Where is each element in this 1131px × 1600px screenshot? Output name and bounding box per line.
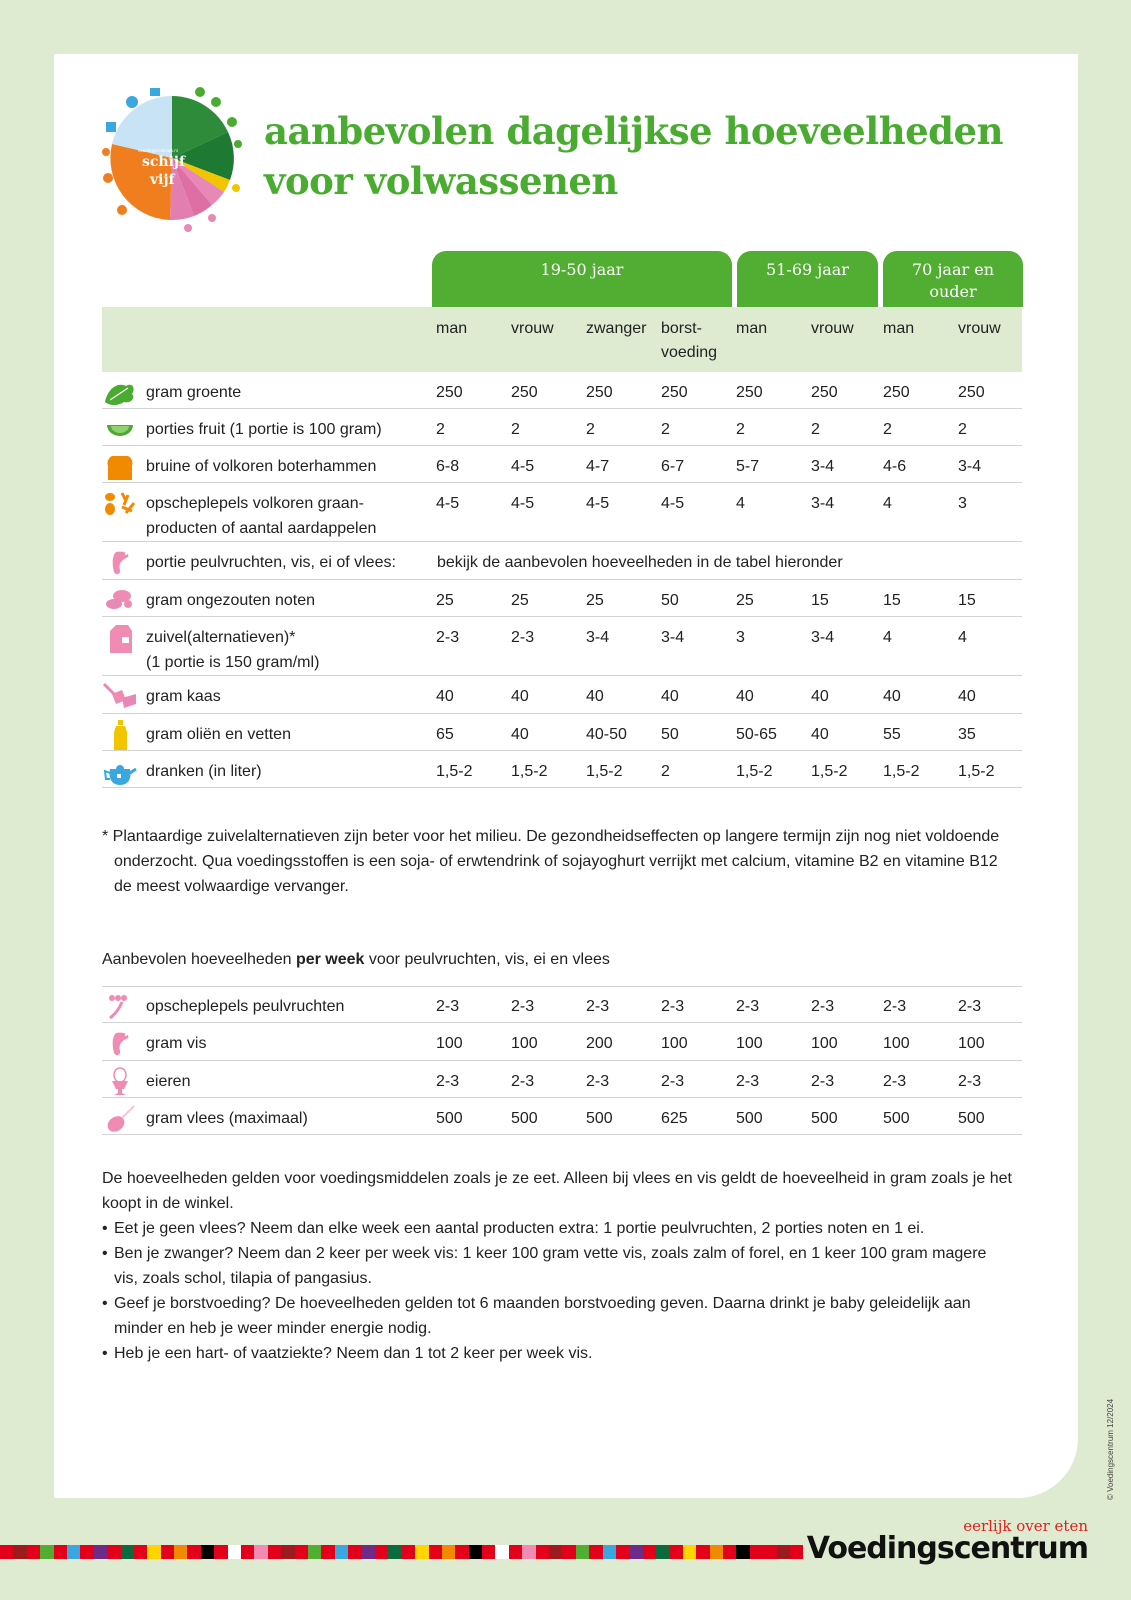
table-cell: 2	[736, 421, 745, 438]
stripe-segment	[777, 1545, 790, 1559]
stripe-segment	[295, 1545, 308, 1559]
table-cell: 3-4	[811, 495, 835, 512]
stripe-segment	[763, 1545, 776, 1559]
row-label: opscheplepels volkoren graan- producten of aantal aardappelen	[146, 495, 377, 537]
stripe-segment	[27, 1545, 40, 1559]
notes-list	[102, 1216, 1012, 1366]
table-cell: 40-50	[586, 726, 627, 743]
table-cell: 6-8	[436, 458, 460, 475]
stripe-segment	[335, 1545, 348, 1559]
stripe-segment	[268, 1545, 281, 1559]
stripe-segment	[228, 1545, 241, 1559]
table-cell: 2-3	[661, 998, 685, 1015]
stripe-segment	[94, 1545, 107, 1559]
stripe-segment	[40, 1545, 53, 1559]
brand-tagline: eerlijk over eten	[963, 1517, 1088, 1535]
table-cell: 5-7	[736, 458, 760, 475]
table-cell: 1,5-2	[436, 763, 473, 780]
table-cell: 15	[883, 592, 901, 609]
table-cell: 50	[661, 592, 679, 609]
row-label: gram kaas	[146, 688, 221, 705]
table-cell: 6-7	[661, 458, 685, 475]
table-cell: 2-3	[436, 1073, 460, 1090]
stripe-segment	[214, 1545, 227, 1559]
table-row	[102, 1098, 1022, 1135]
table-cell: 500	[736, 1110, 763, 1127]
stripe-segment	[656, 1545, 669, 1559]
table-row	[102, 580, 1022, 617]
row-label: zuivel(alternatieven)* (1 portie is 150 gram/ml)	[146, 629, 320, 671]
table-cell: 4-7	[586, 458, 610, 475]
stripe-segment	[174, 1545, 187, 1559]
table-cell: 2-3	[883, 998, 907, 1015]
table-cell: 2-3	[958, 1073, 982, 1090]
table-cell: 2-3	[883, 1073, 907, 1090]
table-cell: 100	[661, 1035, 688, 1052]
weekly-heading	[102, 947, 610, 972]
row-label: portie peulvruchten, vis, ei of vlees:	[146, 554, 396, 571]
table-cell: 40	[661, 688, 679, 705]
stripe-segment	[107, 1545, 120, 1559]
row-label: gram oliën en vetten	[146, 726, 291, 743]
table-row	[102, 617, 1022, 676]
stripe-segment	[589, 1545, 602, 1559]
stripe-segment	[736, 1545, 749, 1559]
table-cell: 40	[736, 688, 754, 705]
column-subheader-row	[102, 307, 1022, 372]
table-cell: 25	[736, 592, 754, 609]
title-line-1: aanbevolen dagelijkse hoeveelheden	[264, 109, 1003, 153]
stripe-segment	[241, 1545, 254, 1559]
table-cell: 3-4	[811, 629, 835, 646]
table-cell: 1,5-2	[586, 763, 623, 780]
table-cell: 4	[883, 629, 892, 646]
table-cell: 1,5-2	[736, 763, 773, 780]
table-cell: 4-5	[511, 458, 535, 475]
oil-bottle-icon	[102, 720, 138, 750]
age-group-label: 51-69 jaar	[766, 260, 849, 279]
stripe-segment	[629, 1545, 642, 1559]
note-item: • Ben je zwanger? Neem dan 2 keer per week vis: 1 keer 100 gram vette vis, zoals zalm of forel, en 1 keer 100 gram magere vis, zoals schol, tilapia of pangasius.	[102, 1241, 1012, 1291]
age-group-19-50	[432, 251, 732, 307]
table-cell: 2-3	[511, 1073, 535, 1090]
table-cell: 40	[883, 688, 901, 705]
table-cell: 2-3	[736, 1073, 760, 1090]
table-cell: 250	[436, 384, 463, 401]
stripe-segment	[134, 1545, 147, 1559]
table-cell: 250	[736, 384, 763, 401]
table-row	[102, 1061, 1022, 1098]
table-cell: 2-3	[736, 998, 760, 1015]
table-cell: 50	[661, 726, 679, 743]
table-cell: 250	[661, 384, 688, 401]
table-cell: 40	[811, 726, 829, 743]
row-label: dranken (in liter)	[146, 763, 262, 780]
table-cell: 1,5-2	[511, 763, 548, 780]
stripe-segment	[603, 1545, 616, 1559]
table-cell: 55	[883, 726, 901, 743]
stripe-segment	[723, 1545, 736, 1559]
table-cell: 25	[436, 592, 454, 609]
stripe-segment	[147, 1545, 160, 1559]
table-cell: 4	[883, 495, 892, 512]
column-header: man	[883, 320, 915, 337]
age-group-label: 70 jaar en ouder	[912, 260, 994, 301]
table-cell: 250	[958, 384, 985, 401]
table-cell: 500	[958, 1110, 985, 1127]
beans-icon	[102, 992, 138, 1022]
stripe-segment	[683, 1545, 696, 1559]
table-cell: 3-4	[958, 458, 982, 475]
table-cell: 2	[586, 421, 595, 438]
row-label: opscheplepels peulvruchten	[146, 998, 345, 1015]
table-row	[102, 751, 1022, 788]
row-label: bruine of volkoren boterhammen	[146, 458, 377, 475]
egg-icon	[102, 1067, 138, 1097]
table-cell: 40	[586, 688, 604, 705]
stripe-segment	[616, 1545, 629, 1559]
stripe-segment	[750, 1545, 763, 1559]
stripe-segment	[509, 1545, 522, 1559]
stripe-segment	[643, 1545, 656, 1559]
table-cell: 3-4	[661, 629, 685, 646]
title-line-2: voor volwassenen	[264, 159, 618, 203]
table-cell: 40	[511, 726, 529, 743]
page-title	[264, 106, 1003, 206]
brand-logo: Voedingscentrum	[806, 1531, 1088, 1566]
stripe-segment	[790, 1545, 803, 1559]
table-cell: 2-3	[436, 629, 460, 646]
table-cell: 2	[958, 421, 967, 438]
table-cell: 625	[661, 1110, 688, 1127]
table-row	[102, 986, 1022, 1023]
table-cell: 25	[511, 592, 529, 609]
note-item: • Eet je geen vlees? Neem dan elke week een aantal producten extra: 1 portie peulvruchten, 2 porties noten en 1 ei.	[102, 1216, 1012, 1241]
weekly-heading-text: voor peulvruchten, vis, ei en vlees	[364, 951, 610, 968]
weekly-heading-bold: per week	[295, 951, 365, 968]
table-cell: 4-5	[511, 495, 535, 512]
stripe-segment	[348, 1545, 361, 1559]
table-cell: 500	[811, 1110, 838, 1127]
table-cell: 2-3	[661, 1073, 685, 1090]
table-cell: 2-3	[586, 1073, 610, 1090]
stripe-segment	[121, 1545, 134, 1559]
table-cell: 2	[661, 763, 670, 780]
table-cell: 100	[511, 1035, 538, 1052]
table-cell: 250	[511, 384, 538, 401]
stripe-segment	[576, 1545, 589, 1559]
stripe-segment	[281, 1545, 294, 1559]
table-cell: 35	[958, 726, 976, 743]
logo-text-vijf: vijf	[150, 172, 175, 188]
table-row	[102, 372, 1022, 409]
row-label: gram groente	[146, 384, 242, 401]
table-cell: 2	[511, 421, 520, 438]
table-cell: 2-3	[511, 629, 535, 646]
stripe-segment	[80, 1545, 93, 1559]
table-row	[102, 542, 1022, 580]
nuts-icon	[102, 586, 138, 616]
fish-icon	[102, 548, 138, 578]
column-header: man	[436, 320, 468, 337]
row-label: gram ongezouten noten	[146, 592, 316, 609]
column-header: zwanger	[586, 320, 647, 337]
table-cell: 100	[436, 1035, 463, 1052]
column-header: vrouw	[511, 320, 554, 337]
table-row	[102, 446, 1022, 483]
stripe-segment	[469, 1545, 482, 1559]
stripe-segment	[201, 1545, 214, 1559]
table-cell: 2-3	[958, 998, 982, 1015]
row-label: gram vis	[146, 1035, 207, 1052]
stripe-segment	[67, 1545, 80, 1559]
footnote: * Plantaardige zuivelalternatieven zijn beter voor het milieu. De gezondheidseffecten op langere termijn zijn nog niet voldoende onderzocht. Qua voedingsstoffen is een soja- of erwtendrink of sojayoghurt verrijkt met calcium, vitamine B2 en vitamine B12 de meest volwaardige vervanger.	[102, 828, 1000, 895]
stripe-segment	[388, 1545, 401, 1559]
note-item: • Heb je een hart- of vaatziekte? Neem dan 1 tot 2 keer per week vis.	[102, 1341, 1012, 1366]
table-cell: 4	[736, 495, 745, 512]
age-group-51-69	[737, 251, 878, 307]
table-cell: 500	[436, 1110, 463, 1127]
column-header: man	[736, 320, 768, 337]
table-cell: 50-65	[736, 726, 777, 743]
stripe-segment	[415, 1545, 428, 1559]
logo-site: voedingscentrum.nl	[138, 148, 178, 153]
table-cell: 25	[586, 592, 604, 609]
notes	[102, 1166, 1012, 1366]
table-top-border	[102, 986, 1022, 987]
table-cell: 4-5	[436, 495, 460, 512]
table-cell: 15	[958, 592, 976, 609]
table-cell: 15	[811, 592, 829, 609]
table-row	[102, 714, 1022, 751]
stripe-segment	[429, 1545, 442, 1559]
stripe-segment	[696, 1545, 709, 1559]
watermelon-icon	[102, 415, 138, 445]
stripe-segment	[402, 1545, 415, 1559]
table-cell: 250	[883, 384, 910, 401]
column-header: vrouw	[811, 320, 854, 337]
table-cell: 4-6	[883, 458, 907, 475]
table-cell: 100	[736, 1035, 763, 1052]
table-cell: 2-3	[811, 1073, 835, 1090]
table-cell: 2-3	[586, 998, 610, 1015]
column-header: borst- voeding	[661, 320, 718, 361]
stripe-segment	[321, 1545, 334, 1559]
stripe-segment	[536, 1545, 549, 1559]
table-cell: 1,5-2	[811, 763, 848, 780]
table-cell: 3-4	[811, 458, 835, 475]
table-cell: 2-3	[811, 998, 835, 1015]
table-cell: 40	[958, 688, 976, 705]
table-cell: 1,5-2	[883, 763, 920, 780]
table-cell: 500	[586, 1110, 613, 1127]
table-cell: 3	[736, 629, 745, 646]
stripe-segment	[710, 1545, 723, 1559]
fish-icon	[102, 1029, 138, 1059]
table-cell: 2	[883, 421, 892, 438]
row-note: bekijk de aanbevolen hoeveelheden in de tabel hieronder	[437, 554, 843, 571]
schijf-van-vijf-logo	[92, 78, 252, 238]
bread-icon	[102, 452, 138, 482]
stripe-segment	[442, 1545, 455, 1559]
stripe-segment	[254, 1545, 267, 1559]
stripe-segment	[308, 1545, 321, 1559]
stripe-segment	[562, 1545, 575, 1559]
table-cell: 100	[883, 1035, 910, 1052]
lettuce-icon	[102, 378, 138, 408]
row-label: porties fruit (1 portie is 100 gram)	[146, 421, 382, 438]
drumstick-icon	[102, 1104, 138, 1134]
stripe-segment	[549, 1545, 562, 1559]
table-cell: 65	[436, 726, 454, 743]
table-row	[102, 409, 1022, 446]
table-cell: 200	[586, 1035, 613, 1052]
table-cell: 250	[811, 384, 838, 401]
teapot-icon	[102, 757, 138, 787]
table-cell: 100	[958, 1035, 985, 1052]
table-cell: 500	[511, 1110, 538, 1127]
row-label: eieren	[146, 1073, 191, 1090]
table-cell: 2	[811, 421, 820, 438]
stripe-segment	[455, 1545, 468, 1559]
stripe-segment	[187, 1545, 200, 1559]
stripe-segment	[13, 1545, 26, 1559]
table-row	[102, 1023, 1022, 1061]
table-cell: 2-3	[436, 998, 460, 1015]
logo-text-schijf: schijf	[142, 154, 185, 170]
column-header: vrouw	[958, 320, 1001, 337]
table-cell: 2	[436, 421, 445, 438]
stripe-segment	[495, 1545, 508, 1559]
notes-intro: De hoeveelheden gelden voor voedingsmiddelen zoals je ze eet. Alleen bij vlees en vis geldt de hoeveelheid in gram zoals je het koopt in de winkel.	[102, 1170, 1012, 1212]
copyright: © Voedingscentrum 12/2024	[1106, 1398, 1115, 1500]
stripe-segment	[482, 1545, 495, 1559]
table-cell: 1,5-2	[958, 763, 995, 780]
note-item: • Geef je borstvoeding? De hoeveelheden gelden tot 6 maanden borstvoeding geven. Daarna drinkt je baby geleidelijk aan minder en heb je weer minder energie nodig.	[102, 1291, 1012, 1341]
potato-pasta-icon	[102, 489, 138, 519]
table-cell: 40	[436, 688, 454, 705]
table-cell: 3-4	[586, 629, 610, 646]
stripe-segment	[54, 1545, 67, 1559]
table-row	[102, 676, 1022, 714]
stripe-segment	[362, 1545, 375, 1559]
stripe-segment	[522, 1545, 535, 1559]
table-cell: 250	[586, 384, 613, 401]
table-cell: 3	[958, 495, 967, 512]
table-cell: 100	[811, 1035, 838, 1052]
table-row	[102, 483, 1022, 542]
milk-carton-icon	[102, 623, 138, 653]
stripe-segment	[0, 1545, 13, 1559]
table-cell: 4-5	[661, 495, 685, 512]
color-stripe	[0, 1545, 803, 1559]
table-cell: 2-3	[511, 998, 535, 1015]
cheese-slicer-icon	[102, 682, 138, 712]
table-cell: 500	[883, 1110, 910, 1127]
table-cell: 2	[661, 421, 670, 438]
table-cell: 40	[811, 688, 829, 705]
age-group-70-plus	[883, 251, 1023, 307]
table-cell: 4	[958, 629, 967, 646]
stripe-segment	[670, 1545, 683, 1559]
table-cell: 4-5	[586, 495, 610, 512]
stripe-segment	[161, 1545, 174, 1559]
weekly-heading-text: Aanbevolen hoeveelheden	[102, 951, 296, 968]
row-label: gram vlees (maximaal)	[146, 1110, 308, 1127]
stripe-segment	[375, 1545, 388, 1559]
table-cell: 40	[511, 688, 529, 705]
age-group-label: 19-50 jaar	[540, 260, 624, 279]
